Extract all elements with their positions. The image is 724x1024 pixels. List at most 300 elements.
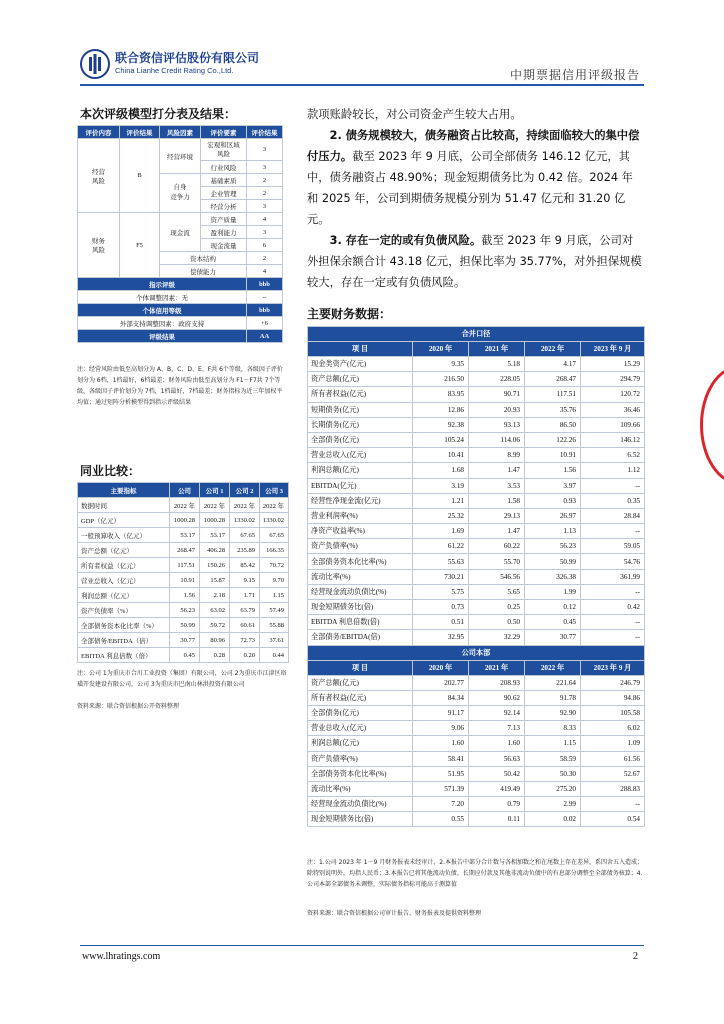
peer-cell: 1000.28 [200,513,230,528]
fin-cell: 90.62 [469,690,525,705]
fin-cell: 29.13 [469,508,525,523]
peer-cell: 资产总额（亿元） [78,543,170,558]
fin-row [308,569,645,584]
fin-row [308,630,645,645]
fin-cell: 1.69 [413,524,469,539]
model-cell: 行业风险 [201,161,247,174]
peer-row [78,588,289,603]
company-logo-icon [80,49,110,79]
peer-row [78,543,289,558]
fin-col-header: 2021 年 [469,660,525,675]
peer-cell: 406.28 [200,543,230,558]
para2-body: 截至 2023 年 9 月底，公司全部债务 146.12 亿元，其中，债务融资占 48.90%；现金短期债务比为 0.42 倍。2024 年和 2025 年，公司到期债务规模分别为 51.47 亿元和 31.20 亿元。 [307,150,633,226]
fin-row [308,812,645,827]
fin-cell: 25.32 [413,508,469,523]
fin-cell: 全部债务/EBITDA(倍) [308,630,413,645]
model-cell: 3 [247,161,283,174]
model-cell: 现金流量 [201,239,247,252]
fin-cell: 流动比率(%) [308,781,413,796]
fin-cell: 32.95 [413,630,469,645]
fin-col-header: 2022 年 [525,342,581,357]
fin-cell: 1.58 [469,493,525,508]
model-col-header: 评价要素 [201,126,247,139]
fin-cell: 短期债务(亿元) [308,402,413,417]
fin-cell: 50.42 [469,766,525,781]
fin-row [308,463,645,478]
fin-row [308,478,645,493]
peer-cell: 85.42 [230,558,260,573]
fin-cell: 419.49 [469,781,525,796]
fin-section-label: 公司本部 [308,645,645,660]
peer-compare-table [77,482,289,663]
model-cell: 基础素质 [201,174,247,187]
fin-cell: 61.22 [413,539,469,554]
fin-row [308,372,645,387]
indicator-label: 指示评级 [78,278,247,291]
fin-cell: 0.42 [581,600,645,615]
result-label: 评级结果 [78,330,247,343]
fin-cell: 91.17 [413,705,469,720]
model-cell: 企业管理 [201,187,247,200]
model-cell: 经营 风险 [78,139,120,213]
model-cell: 现金流 [160,213,201,252]
model-col-header: 评价结果 [120,126,160,139]
fin-cell: 294.79 [581,372,645,387]
fin-cell: 92.90 [525,705,581,720]
fin-cell: 资产负债率(%) [308,539,413,554]
peer-cell: 67.65 [230,528,260,543]
para1: 款项账龄较长，对公司资金产生较大占用。 [307,108,522,121]
model-note: 注：经营风险由低至高划分为 A、B、C、D、E、F共 6个等级，各级因子评价划分为 6档，1档最好，6档最差；财务风险由低至高划分为 F1－F7共 7个等级，各级因子评价划分为 7档，1档最好，7档最差；财务指标为近三年加权平均值；通过矩阵分析模型得到指示评级结果 [77,366,283,406]
model-cell: 2 [247,252,283,265]
fin-cell: 0.54 [581,812,645,827]
company-name-en: China Lianhe Credit Rating Co.,Ltd. [115,66,234,75]
fin-source: 资料来源：联合资信根据公司审计报告、财务报表及提供资料整理 [307,910,482,917]
fin-row [308,508,645,523]
fin-cell: 2.99 [525,797,581,812]
fin-cell: 1.12 [581,463,645,478]
fin-cell: 资产总额(亿元) [308,675,413,690]
fin-cell: 35.76 [525,402,581,417]
peer-row [78,573,289,588]
model-col-header: 风险因素 [160,126,201,139]
model-col-header: 评价内容 [78,126,120,139]
peer-col-header: 公司 [170,483,200,498]
fin-row [308,539,645,554]
model-col-header: 评价结果 [247,126,283,139]
fin-cell: 26.97 [525,508,581,523]
fin-cell: 1.56 [525,463,581,478]
fin-cell: 8.33 [525,721,581,736]
peer-cell: 1330.02 [260,513,289,528]
model-cell: 2 [247,174,283,187]
para2 [307,125,643,230]
fin-section-title: 主要财务数据： [307,307,392,321]
model-cell: 经营环境 [160,139,201,174]
peer-row [78,528,289,543]
fin-cell: 6.02 [581,721,645,736]
peer-cell: 全部债务/EBITDA（倍） [78,633,170,648]
fin-row [308,721,645,736]
fin-cell: 55.70 [469,554,525,569]
fin-cell: 全部债务资本化比率(%) [308,554,413,569]
fin-row [308,797,645,812]
fin-cell: 3.97 [525,478,581,493]
model-cell: 经营分析 [201,200,247,213]
peer-cell: 55.88 [260,618,289,633]
peer-cell: 2022 年 [200,498,230,513]
fin-cell: 1.13 [525,524,581,539]
fin-cell: 3.53 [469,478,525,493]
peer-cell: 2022 年 [170,498,200,513]
fin-row [308,357,645,372]
fin-cell: 83.95 [413,387,469,402]
peer-row [78,513,289,528]
peer-cell: 30.77 [170,633,200,648]
result-value: AA [247,330,283,343]
fin-cell: 9.06 [413,721,469,736]
fin-cell: EBITDA(亿元) [308,478,413,493]
fin-cell: 268.47 [525,372,581,387]
fin-cell: 0.51 [413,615,469,630]
fin-section-label: 合并口径 [308,327,645,342]
fin-cell: 56.23 [525,539,581,554]
adjust2-value: +6 [247,317,283,330]
fin-cell: 326.38 [525,569,581,584]
peer-cell: 2022 年 [230,498,260,513]
model-section-title: 本次评级模型打分表及结果： [80,107,237,121]
peer-cell: 53.17 [200,528,230,543]
model-cell: 自身 竞争力 [160,174,201,213]
model-cell: 3 [247,226,283,239]
peer-cell: 0.20 [230,648,260,663]
fin-cell: 92.14 [469,705,525,720]
fin-cell: 109.66 [581,417,645,432]
fin-cell: 275.20 [525,781,581,796]
fin-cell: 现金短期债务比(倍) [308,812,413,827]
fin-cell: 571.39 [413,781,469,796]
fin-row [308,448,645,463]
fin-cell: 54.76 [581,554,645,569]
fin-cell: 86.50 [525,417,581,432]
fin-row [308,736,645,751]
fin-cell: 0.50 [469,615,525,630]
fin-cell: 114.06 [469,432,525,447]
peer-cell: 57.49 [260,603,289,618]
fin-cell: 1.15 [525,736,581,751]
model-cell: 4 [247,265,283,278]
fin-cell: 1.60 [469,736,525,751]
peer-cell: 0.45 [170,648,200,663]
risk-text [307,104,643,293]
fin-cell: 55.63 [413,554,469,569]
fin-row [308,675,645,690]
peer-cell: 166.35 [260,543,289,558]
peer-cell: 56.23 [170,603,200,618]
fin-cell: 9.35 [413,357,469,372]
fin-cell: 流动比率(%) [308,569,413,584]
peer-cell: 60.61 [230,618,260,633]
adjust1-label: 个体调整因素：无 [78,291,247,304]
page-number: 2 [633,951,638,962]
fin-cell: 32.29 [469,630,525,645]
fin-cell: 8.99 [469,448,525,463]
fin-row [308,751,645,766]
peer-row [78,498,289,513]
fin-row [308,600,645,615]
peer-row [78,648,289,663]
peer-cell: 50.99 [170,618,200,633]
fin-cell: 0.73 [413,600,469,615]
fin-cell: 546.56 [469,569,525,584]
fin-col-header: 2023 年 9 月 [581,660,645,675]
fin-row [308,524,645,539]
model-cell: 财务 风险 [78,213,120,278]
peer-cell: 59.72 [200,618,230,633]
fin-cell: 105.58 [581,705,645,720]
peer-cell: 80.96 [200,633,230,648]
peer-cell: 2.18 [200,588,230,603]
fin-col-header: 项 目 [308,660,413,675]
peer-cell: 53.17 [170,528,200,543]
fin-col-header: 2023 年 9 月 [581,342,645,357]
fin-cell: 105.24 [413,432,469,447]
fin-cell: 全部债务(亿元) [308,432,413,447]
fin-cell: 15.29 [581,357,645,372]
fin-cell: 202.77 [413,675,469,690]
fin-cell: -- [581,524,645,539]
fin-cell: 利润总额(亿元) [308,736,413,751]
peer-cell: 117.51 [170,558,200,573]
model-cell: 偿债能力 [160,265,247,278]
fin-cell: 资产总额(亿元) [308,372,413,387]
indicator-value: bbb [247,278,283,291]
model-cell: 资本结构 [160,252,247,265]
peer-cell: 67.65 [260,528,289,543]
fin-cell: 利润总额(亿元) [308,463,413,478]
fin-cell: 所有者权益(亿元) [308,690,413,705]
fin-cell: 91.78 [525,690,581,705]
fin-cell: 93.13 [469,417,525,432]
fin-cell: 7.13 [469,721,525,736]
fin-cell: 营业总收入(亿元) [308,721,413,736]
peer-cell: 10.91 [170,573,200,588]
fin-cell: 61.56 [581,751,645,766]
fin-cell: 361.99 [581,569,645,584]
peer-cell: 利润总额（亿元） [78,588,170,603]
fin-cell: 117.51 [525,387,581,402]
fin-cell: 现金类资产(亿元) [308,357,413,372]
para3 [307,230,643,293]
fin-cell: 营业利润率(%) [308,508,413,523]
peer-cell: GDP（亿元） [78,513,170,528]
fin-cell: 51.95 [413,766,469,781]
fin-row [308,705,645,720]
fin-col-header: 2020 年 [413,660,469,675]
fin-row [308,781,645,796]
header-divider [80,84,644,86]
fin-cell: 资产负债率(%) [308,751,413,766]
fin-col-header: 2022 年 [525,660,581,675]
fin-cell: -- [581,797,645,812]
model-cell: 宏观和区域 风险 [201,139,247,161]
fin-cell: 0.35 [581,493,645,508]
fin-cell: 1.21 [413,493,469,508]
fin-note: 注：1.公司 2023 年 1－9 月财务报表未经审计，2.本报告中部分合计数与各相加数之和在尾数上存在差异，系四舍五入造成；除特别说明外，均指人民币；3.本报告已将其他流动负债、长期应付款及其他非流动负债中的有息部分调整至全部债务核算；4.公司本部全部债务未调整，实际债务指标可能高于测算值 [307,859,643,888]
para3-heading: 3. 存在一定的或有负债风险。 [329,234,482,247]
fin-cell: 146.12 [581,432,645,447]
peer-note: 注：公司 1为重庆市合川工业投资（集团）有限公司，公司 2为重庆市江津区珞璜开发建设有限公司，公司 3为重庆市巴南山林洪投资有限公司 [77,670,287,688]
fin-row [308,615,645,630]
peer-section-title: 同业比较： [80,464,141,478]
fin-cell: 1.47 [469,463,525,478]
fin-cell: 1.47 [469,524,525,539]
fin-cell: 1.60 [413,736,469,751]
fin-cell: 246.79 [581,675,645,690]
fin-cell: -- [581,630,645,645]
fin-cell: EBITDA 利息倍数(倍) [308,615,413,630]
peer-cell: 所有者权益（亿元） [78,558,170,573]
fin-cell: 30.77 [525,630,581,645]
peer-cell: 1.56 [170,588,200,603]
model-cell: 资产质量 [201,213,247,226]
peer-col-header: 公司 3 [260,483,289,498]
fin-cell: 4.17 [525,357,581,372]
fin-cell: 5.65 [469,584,525,599]
peer-cell: 63.02 [200,603,230,618]
fin-cell: 全部债务(亿元) [308,705,413,720]
fin-cell: 0.02 [525,812,581,827]
peer-cell: 72.73 [230,633,260,648]
fin-cell: 现金短期债务比(倍) [308,600,413,615]
model-cell: 6 [247,239,283,252]
fin-cell: 5.75 [413,584,469,599]
peer-cell: 一般预算收入（亿元） [78,528,170,543]
fin-cell: 营业总收入(亿元) [308,448,413,463]
fin-cell: 221.64 [525,675,581,690]
company-name-cn: 联合资信评估股份有限公司 [115,51,260,65]
fin-col-header: 2021 年 [469,342,525,357]
peer-col-header: 公司 2 [230,483,260,498]
fin-cell: 52.67 [581,766,645,781]
model-cell: 3 [247,200,283,213]
fin-cell: 0.55 [413,812,469,827]
individual-label: 个体信用等级 [78,304,247,317]
individual-value: bbb [247,304,283,317]
peer-cell: 9.70 [260,573,289,588]
fin-cell: 60.22 [469,539,525,554]
fin-cell: -- [581,615,645,630]
fin-cell: -- [581,478,645,493]
fin-cell: 216.50 [413,372,469,387]
model-cell: 盈利能力 [201,226,247,239]
fin-cell: 28.84 [581,508,645,523]
fin-cell: 10.91 [525,448,581,463]
fin-cell: 0.11 [469,812,525,827]
fin-cell: 56.63 [469,751,525,766]
fin-cell: 长期债务(亿元) [308,417,413,432]
fin-cell: 5.18 [469,357,525,372]
footer-url: www.lhratings.com [82,951,161,962]
peer-cell: EBITDA 利息倍数（倍） [78,648,170,663]
fin-cell: 36.46 [581,402,645,417]
peer-cell: 资产负债率（%） [78,603,170,618]
peer-cell: 150.26 [200,558,230,573]
peer-cell: 9.15 [230,573,260,588]
fin-cell: 122.26 [525,432,581,447]
adjust2-label: 外部支持调整因素：政府支持 [78,317,247,330]
fin-cell: 1.68 [413,463,469,478]
fin-cell: 12.86 [413,402,469,417]
fin-col-header: 项 目 [308,342,413,357]
fin-row [308,387,645,402]
peer-cell: 1000.28 [170,513,200,528]
fin-row [308,766,645,781]
model-cell: 2 [247,187,283,200]
fin-cell: 20.93 [469,402,525,417]
fin-cell: 0.12 [525,600,581,615]
peer-row [78,618,289,633]
fin-cell: 0.45 [525,615,581,630]
fin-cell: 全部债务资本化比率(%) [308,766,413,781]
fin-cell: 58.59 [525,751,581,766]
fin-cell: 730.21 [413,569,469,584]
fin-cell: 0.25 [469,600,525,615]
fin-cell: 6.52 [581,448,645,463]
fin-cell: 92.38 [413,417,469,432]
fin-row [308,432,645,447]
peer-cell: 63.79 [230,603,260,618]
peer-cell: 37.61 [260,633,289,648]
fin-cell: 50.99 [525,554,581,569]
fin-cell: 208.93 [469,675,525,690]
fin-cell: 7.20 [413,797,469,812]
peer-cell: 0.44 [260,648,289,663]
fin-row [308,402,645,417]
fin-cell: -- [581,584,645,599]
peer-cell: 2022 年 [260,498,289,513]
peer-cell: 70.72 [260,558,289,573]
fin-cell: 90.71 [469,387,525,402]
peer-cell: 235.89 [230,543,260,558]
fin-cell: 经营性净现金流(亿元) [308,493,413,508]
fin-cell: 0.79 [469,797,525,812]
para3-body: 截至 2023 年 9 月底，公司对外担保余额合计 43.18 亿元，担保比率为 35.77%，对外担保规模较大，存在一定或有负债风险。 [307,234,642,289]
fin-row [308,493,645,508]
peer-cell: 268.47 [170,543,200,558]
fin-cell: 0.93 [525,493,581,508]
peer-row [78,603,289,618]
peer-cell: 数据时间 [78,498,170,513]
fin-row [308,554,645,569]
peer-cell: 0.28 [200,648,230,663]
fin-cell: 10.41 [413,448,469,463]
peer-cell: 15.87 [200,573,230,588]
fin-cell: 经营现金流动负债比(%) [308,584,413,599]
fin-cell: 3.19 [413,478,469,493]
peer-cell: 1.15 [260,588,289,603]
fin-cell: 288.83 [581,781,645,796]
fin-cell: 经营现金流动负债比(%) [308,797,413,812]
para2-heading: 2. 债务规模较大，债务融资占比较高，持续面临较大的集中偿付压力。 [307,129,640,163]
fin-col-header: 2020 年 [413,342,469,357]
company-seal-icon [700,365,724,485]
peer-cell: 1330.02 [230,513,260,528]
peer-col-header: 主要指标 [78,483,170,498]
peer-col-header: 公司 1 [200,483,230,498]
fin-cell: 1.09 [581,736,645,751]
fin-cell: 58.41 [413,751,469,766]
